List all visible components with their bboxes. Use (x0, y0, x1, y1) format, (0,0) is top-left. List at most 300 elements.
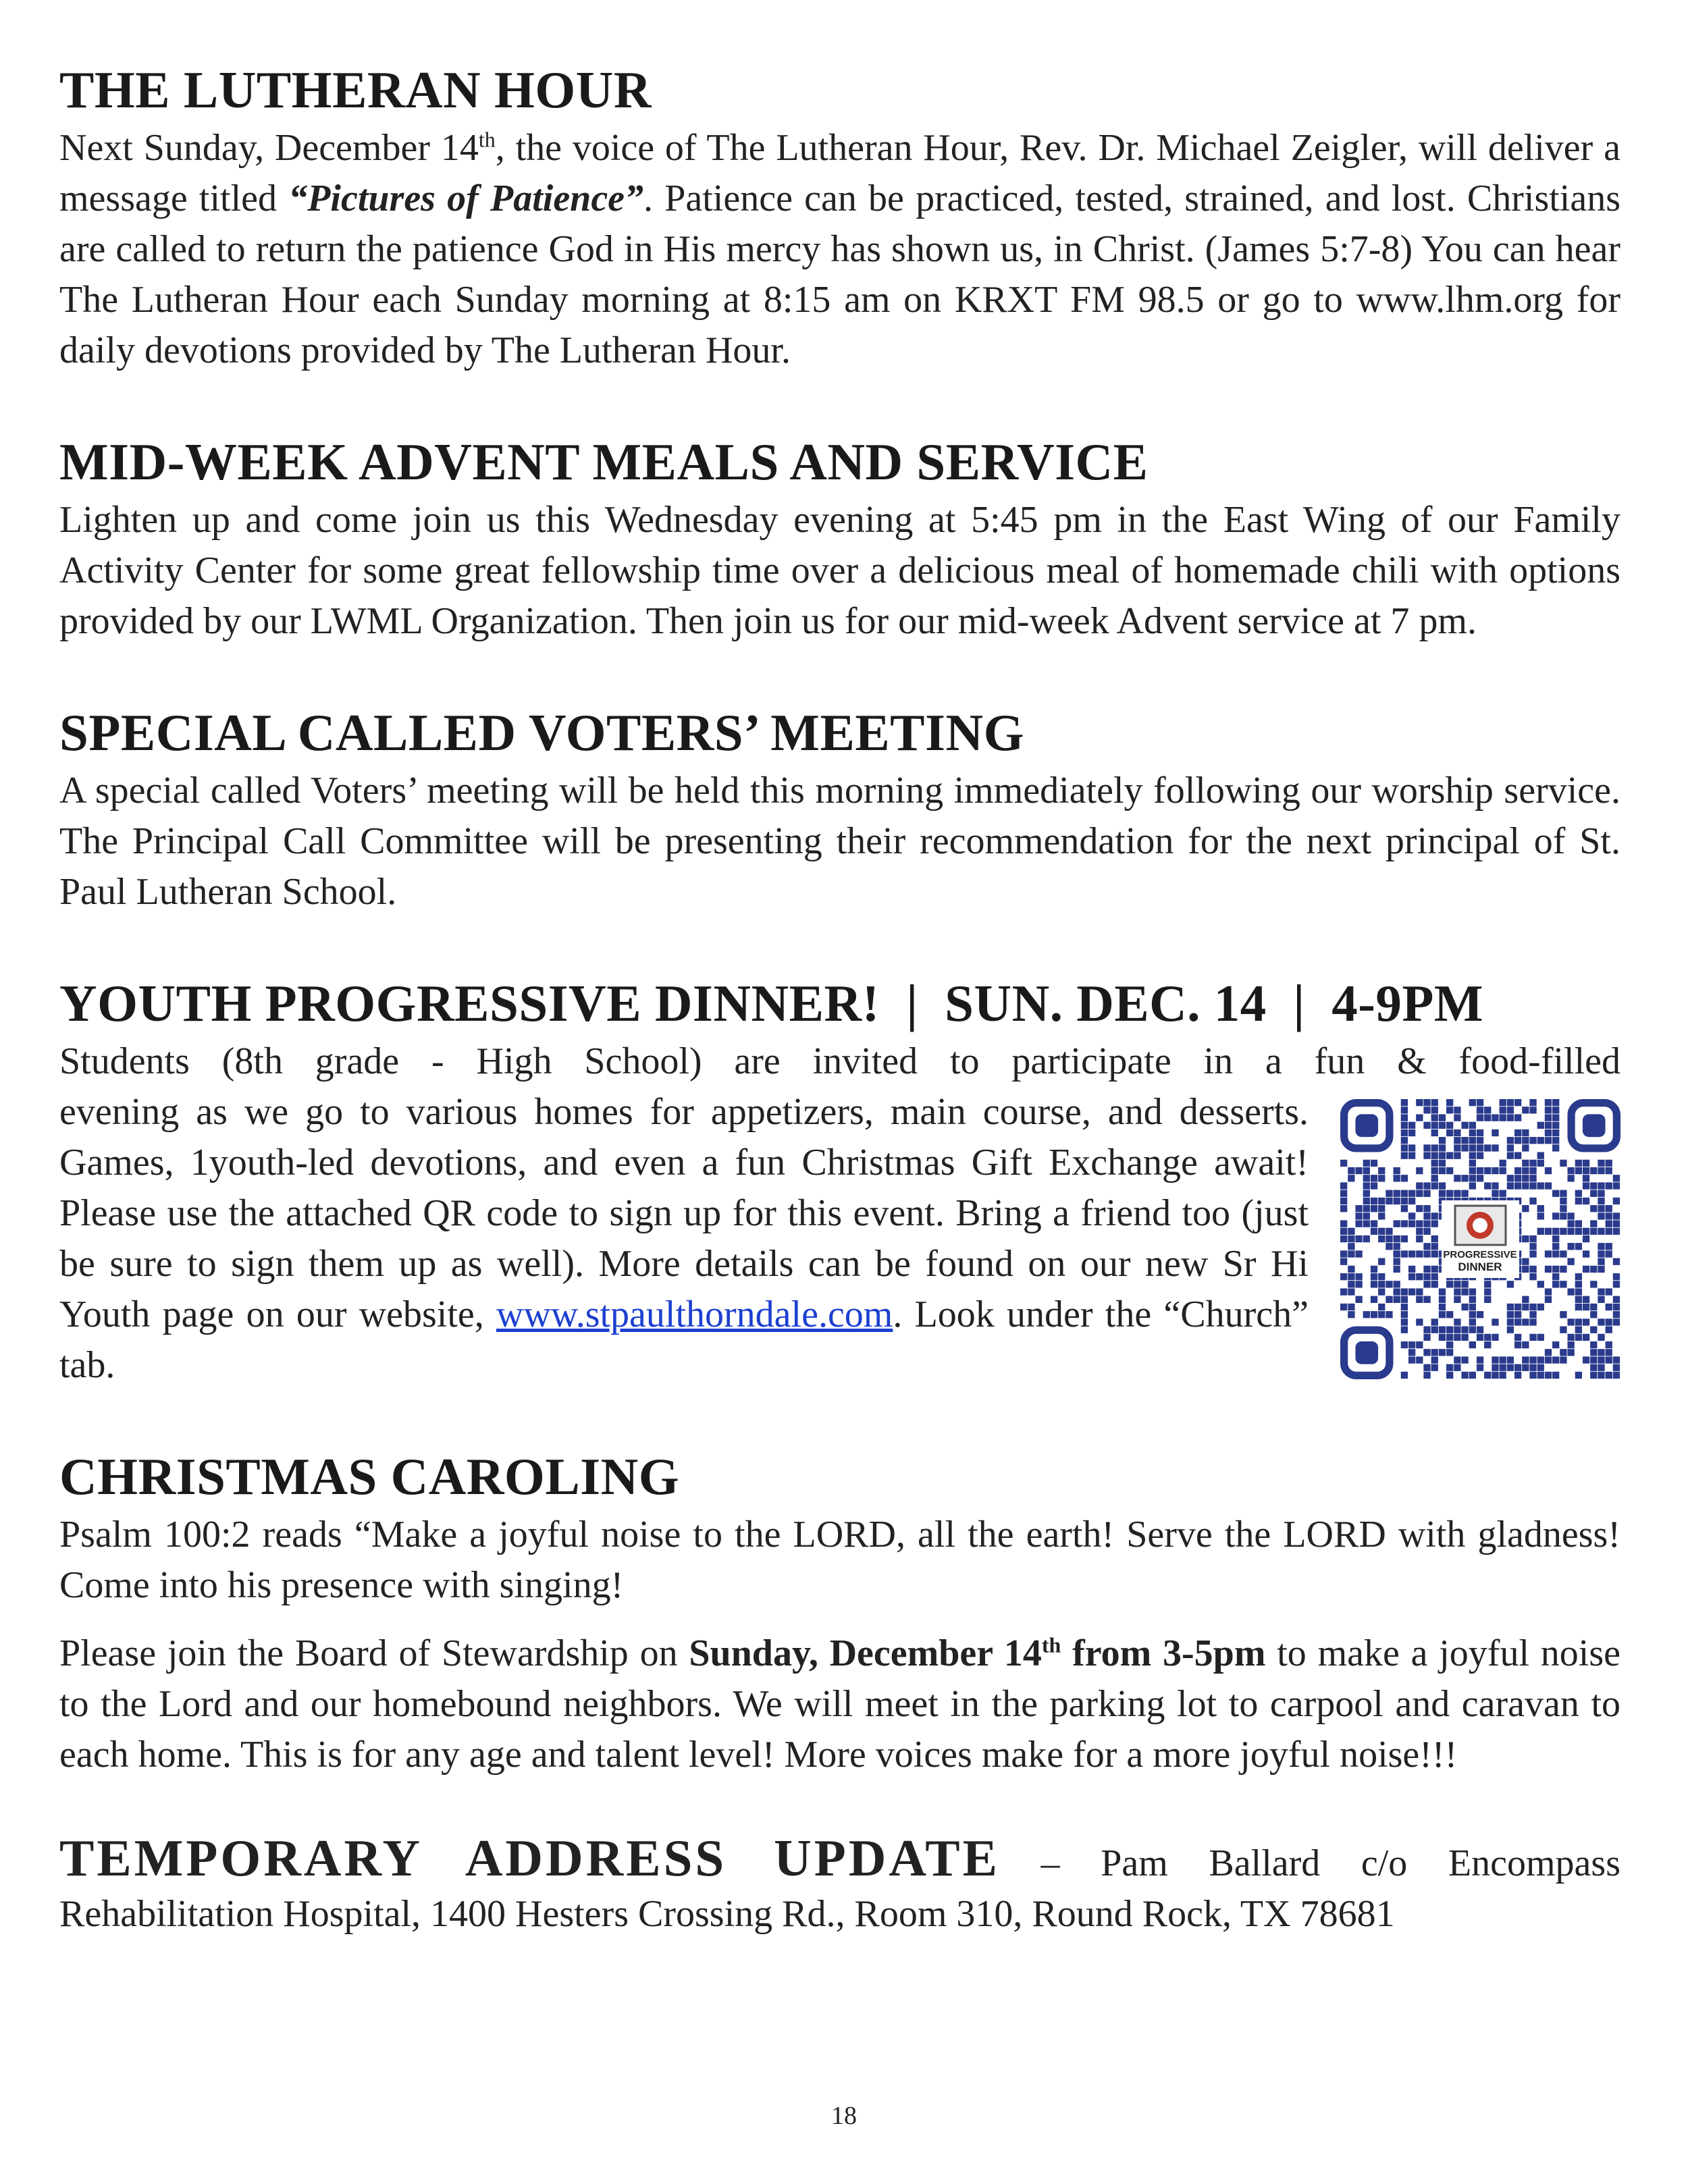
qr-module (1552, 1114, 1559, 1121)
qr-module (1537, 1364, 1544, 1371)
qr-module (1416, 1167, 1423, 1174)
qr-module (1507, 1175, 1514, 1181)
qr-module (1500, 1167, 1506, 1174)
qr-module (1439, 1288, 1446, 1295)
caroling-time: from 3-5pm (1061, 1632, 1266, 1674)
qr-module (1401, 1304, 1408, 1310)
qr-module (1567, 1341, 1574, 1348)
qr-module (1529, 1311, 1536, 1318)
qr-module (1401, 1122, 1408, 1129)
qr-module (1348, 1273, 1354, 1280)
qr-module (1431, 1273, 1438, 1280)
qr-module (1537, 1356, 1544, 1363)
qr-module (1507, 1319, 1514, 1325)
qr-module (1575, 1326, 1582, 1333)
qr-module (1469, 1137, 1476, 1144)
qr-module (1348, 1175, 1354, 1181)
qr-module (1522, 1364, 1529, 1371)
qr-module (1477, 1311, 1483, 1318)
qr-module (1371, 1311, 1377, 1318)
qr-module (1514, 1129, 1521, 1136)
qr-module (1575, 1190, 1582, 1197)
qr-module (1477, 1334, 1483, 1341)
qr-module (1583, 1296, 1589, 1303)
qr-module (1529, 1273, 1536, 1280)
website-link[interactable]: www.stpaulthorndale.com (496, 1294, 893, 1335)
qr-module (1416, 1099, 1423, 1106)
qr-module (1401, 1220, 1408, 1227)
qr-module (1606, 1228, 1612, 1235)
qr-module (1500, 1107, 1506, 1113)
qr-module (1507, 1137, 1514, 1144)
qr-module (1583, 1319, 1589, 1325)
qr-module (1606, 1182, 1612, 1189)
qr-module (1613, 1273, 1620, 1280)
ordinal-suffix: th (478, 127, 496, 152)
qr-module (1461, 1356, 1468, 1363)
qr-module (1378, 1288, 1385, 1295)
qr-module (1363, 1205, 1370, 1212)
qr-module (1416, 1288, 1423, 1295)
qr-module (1386, 1228, 1392, 1235)
qr-module (1408, 1266, 1415, 1273)
advent-meals-body: Lighten up and come join us this Wednesday evening at 5:45 pm in the East Wing of our Family Activity Center for some great fellowship time over a delicious meal of homemade chili with options provided by our LWML Organization. Then join us for our mid-week Advent service at 7 pm. (59, 499, 1620, 642)
qr-module (1590, 1182, 1597, 1189)
qr-module (1423, 1228, 1430, 1235)
qr-module (1423, 1243, 1430, 1250)
qr-module (1446, 1311, 1453, 1318)
qr-module (1522, 1296, 1529, 1303)
qr-module (1439, 1326, 1446, 1333)
qr-module (1590, 1167, 1597, 1174)
qr-module (1537, 1304, 1544, 1310)
qr-module (1598, 1364, 1604, 1371)
qr-module (1477, 1364, 1483, 1371)
qr-module (1552, 1273, 1559, 1280)
qr-module (1454, 1319, 1460, 1325)
qr-module (1348, 1266, 1354, 1273)
qr-module (1529, 1266, 1536, 1273)
qr-module (1552, 1144, 1559, 1151)
qr-module (1461, 1288, 1468, 1295)
qr-module (1522, 1182, 1529, 1189)
qr-module (1590, 1228, 1597, 1235)
qr-module (1613, 1213, 1620, 1219)
qr-module (1423, 1326, 1430, 1333)
qr-module (1606, 1205, 1612, 1212)
qr-module (1469, 1129, 1476, 1136)
qr-module (1484, 1114, 1491, 1121)
qr-module (1469, 1304, 1476, 1310)
qr-module (1469, 1182, 1476, 1189)
qr-module (1567, 1243, 1574, 1250)
qr-module (1545, 1167, 1552, 1174)
qr-module (1371, 1266, 1377, 1273)
qr-module (1423, 1281, 1430, 1287)
qr-module (1613, 1364, 1620, 1371)
qr-module (1431, 1175, 1438, 1181)
qr-module (1371, 1205, 1377, 1212)
address-update-section (59, 1829, 1620, 1940)
qr-module (1340, 1182, 1347, 1189)
qr-module (1575, 1167, 1582, 1174)
qr-module (1401, 1311, 1408, 1318)
qr-module (1394, 1235, 1400, 1242)
qr-module (1461, 1326, 1468, 1333)
qr-module (1606, 1356, 1612, 1363)
qr-module (1583, 1266, 1589, 1273)
qr-module (1355, 1273, 1362, 1280)
qr-module (1567, 1228, 1574, 1235)
qr-module (1613, 1356, 1620, 1363)
qr-module (1431, 1213, 1438, 1219)
qr-module (1492, 1319, 1498, 1325)
qr-module (1598, 1356, 1604, 1363)
qr-module (1552, 1281, 1559, 1287)
qr-module (1606, 1167, 1612, 1174)
qr-module (1613, 1198, 1620, 1204)
qr-module (1606, 1304, 1612, 1310)
qr-module (1492, 1182, 1498, 1189)
qr-module (1590, 1304, 1597, 1310)
qr-module (1492, 1167, 1498, 1174)
qr-module (1529, 1137, 1536, 1144)
qr-module (1371, 1220, 1377, 1227)
qr-module (1477, 1356, 1483, 1363)
qr-module (1401, 1099, 1408, 1106)
caroling-section (59, 1443, 1620, 1780)
qr-module (1552, 1250, 1559, 1257)
qr-module (1492, 1364, 1498, 1371)
qr-module (1522, 1341, 1529, 1348)
qr-module (1431, 1266, 1438, 1273)
qr-module (1446, 1099, 1453, 1106)
qr-module (1416, 1273, 1423, 1280)
qr-module (1552, 1122, 1559, 1129)
qr-module (1552, 1266, 1559, 1273)
qr-module (1439, 1122, 1446, 1129)
qr-module (1507, 1311, 1514, 1318)
qr-module (1408, 1122, 1415, 1129)
qr-module (1423, 1182, 1430, 1189)
qr-module (1394, 1175, 1400, 1181)
qr-module (1575, 1220, 1582, 1227)
qr-module (1378, 1235, 1385, 1242)
qr-module (1408, 1341, 1415, 1348)
qr-module (1514, 1364, 1521, 1371)
qr-module (1454, 1326, 1460, 1333)
lutheran-hour-section (59, 57, 1620, 376)
qr-module (1394, 1250, 1400, 1257)
qr-module (1401, 1296, 1408, 1303)
qr-module (1454, 1107, 1460, 1113)
qr-module (1454, 1356, 1460, 1363)
qr-module (1529, 1107, 1536, 1113)
qr-module (1469, 1167, 1476, 1174)
qr-module (1469, 1341, 1476, 1348)
qr-module (1401, 1152, 1408, 1159)
qr-module (1340, 1250, 1347, 1257)
qr-module (1469, 1311, 1476, 1318)
qr-module (1416, 1205, 1423, 1212)
qr-module (1507, 1152, 1514, 1159)
qr-module (1507, 1356, 1514, 1363)
qr-module (1423, 1190, 1430, 1197)
qr-module (1598, 1349, 1604, 1356)
qr-module (1590, 1190, 1597, 1197)
qr-module (1363, 1160, 1370, 1167)
qr-module (1484, 1334, 1491, 1341)
qr-module (1507, 1099, 1514, 1106)
qr-module (1423, 1273, 1430, 1280)
qr-module (1378, 1175, 1385, 1181)
qr-module (1590, 1266, 1597, 1273)
qr-module (1355, 1220, 1362, 1227)
qr-module (1469, 1152, 1476, 1159)
qr-module (1560, 1205, 1566, 1212)
qr-module (1484, 1288, 1491, 1295)
qr-module (1552, 1235, 1559, 1242)
qr-module (1575, 1304, 1582, 1310)
voters-meeting-heading: SPECIAL CALLED VOTERS’ MEETING (59, 703, 1025, 762)
qr-module (1613, 1296, 1620, 1303)
qr-module (1416, 1235, 1423, 1242)
qr-module (1423, 1144, 1430, 1151)
qr-module (1522, 1175, 1529, 1181)
qr-module (1431, 1122, 1438, 1129)
qr-module (1598, 1258, 1604, 1265)
qr-module (1552, 1228, 1559, 1235)
qr-module (1431, 1220, 1438, 1227)
qr-module (1340, 1228, 1347, 1235)
qr-label-line2: DINNER (1458, 1260, 1502, 1273)
qr-module (1560, 1266, 1566, 1273)
qr-module (1386, 1198, 1392, 1204)
qr-module (1355, 1213, 1362, 1219)
qr-module (1355, 1250, 1362, 1257)
qr-module (1529, 1372, 1536, 1379)
qr-module (1416, 1296, 1423, 1303)
qr-module (1583, 1167, 1589, 1174)
qr-module (1431, 1099, 1438, 1106)
qr-module (1567, 1167, 1574, 1174)
qr-module (1446, 1326, 1453, 1333)
qr-module (1416, 1220, 1423, 1227)
qr-module (1567, 1349, 1574, 1356)
qr-module (1529, 1304, 1536, 1310)
qr-module (1355, 1235, 1362, 1242)
qr-module (1408, 1144, 1415, 1151)
qr-label-line1: PROGRESSIVE (1443, 1249, 1517, 1260)
qr-module (1446, 1107, 1453, 1113)
qr-module (1545, 1114, 1552, 1121)
qr-module (1348, 1235, 1354, 1242)
qr-module (1613, 1228, 1620, 1235)
qr-module (1598, 1319, 1604, 1325)
qr-module (1492, 1356, 1498, 1363)
qr-module (1537, 1160, 1544, 1167)
qr-module (1401, 1190, 1408, 1197)
youth-dinner-text (59, 1087, 1309, 1391)
qr-module (1606, 1220, 1612, 1227)
qr-module (1371, 1160, 1377, 1167)
qr-module (1575, 1319, 1582, 1325)
qr-module (1567, 1213, 1574, 1219)
qr-module (1529, 1250, 1536, 1257)
qr-module (1423, 1152, 1430, 1159)
qr-module (1522, 1319, 1529, 1325)
qr-module (1423, 1107, 1430, 1113)
qr-module (1514, 1372, 1521, 1379)
qr-module (1461, 1175, 1468, 1181)
qr-module (1552, 1356, 1559, 1363)
qr-module (1401, 1114, 1408, 1121)
qr-module (1401, 1235, 1408, 1242)
qr-module (1606, 1243, 1612, 1250)
qr-module (1401, 1175, 1408, 1181)
qr-module (1431, 1114, 1438, 1121)
qr-module (1529, 1182, 1536, 1189)
qr-module (1454, 1364, 1460, 1371)
qr-module (1340, 1273, 1347, 1280)
youth-dinner-row (59, 1087, 1620, 1391)
qr-module (1606, 1372, 1612, 1379)
address-heading: TEMPORARY ADDRESS UPDATE (59, 1829, 1000, 1887)
qr-module (1477, 1114, 1483, 1121)
qr-module (1583, 1182, 1589, 1189)
qr-module (1583, 1334, 1589, 1341)
qr-module (1371, 1281, 1377, 1287)
qr-module (1613, 1372, 1620, 1379)
qr-module (1371, 1273, 1377, 1280)
qr-module (1537, 1205, 1544, 1212)
qr-module (1423, 1349, 1430, 1356)
qr-module (1340, 1235, 1347, 1242)
qr-module (1423, 1364, 1430, 1371)
youth-dinner-tab-note: . Look under the “Church” tab. (59, 1294, 1309, 1386)
advent-meals-heading: MID-WEEK ADVENT MEALS AND SERVICE (59, 433, 1149, 491)
qr-module (1590, 1205, 1597, 1212)
qr-module (1461, 1137, 1468, 1144)
qr-module (1560, 1160, 1566, 1167)
qr-module (1590, 1326, 1597, 1333)
qr-module (1598, 1228, 1604, 1235)
qr-module (1401, 1107, 1408, 1113)
qr-module (1583, 1304, 1589, 1310)
qr-module (1567, 1175, 1574, 1181)
qr-module (1484, 1372, 1491, 1379)
qr-module (1431, 1129, 1438, 1136)
qr-module (1431, 1107, 1438, 1113)
qr-module (1613, 1258, 1620, 1265)
qr-module (1545, 1349, 1552, 1356)
qr-module (1348, 1281, 1354, 1287)
qr-module (1469, 1175, 1476, 1181)
qr-module (1431, 1349, 1438, 1356)
qr-module (1507, 1144, 1514, 1151)
qr-module (1598, 1334, 1604, 1341)
qr-module (1378, 1311, 1385, 1318)
qr-module (1408, 1220, 1415, 1227)
qr-module (1560, 1198, 1566, 1204)
qr-module (1522, 1107, 1529, 1113)
qr-module (1606, 1326, 1612, 1333)
qr-module (1431, 1152, 1438, 1159)
qr-module (1401, 1372, 1408, 1379)
qr-module (1363, 1167, 1370, 1174)
qr-module (1575, 1288, 1582, 1295)
qr-module (1484, 1341, 1491, 1348)
qr-module (1446, 1190, 1453, 1197)
qr-module (1545, 1296, 1552, 1303)
qr-module (1477, 1137, 1483, 1144)
qr-module (1477, 1152, 1483, 1159)
qr-module (1598, 1372, 1604, 1379)
qr-module (1590, 1364, 1597, 1371)
qr-module (1378, 1228, 1385, 1235)
address-second-line: Rehabilitation Hospital, 1400 Hesters Crossing Rd., Room 310, Round Rock, TX 78681 (59, 1893, 1395, 1935)
caroling-date: Sunday, December 14 (689, 1632, 1042, 1674)
qr-module (1439, 1349, 1446, 1356)
qr-module (1431, 1281, 1438, 1287)
youth-dinner-section (59, 970, 1620, 1391)
qr-code-icon (1340, 1099, 1620, 1379)
qr-module (1454, 1190, 1460, 1197)
qr-module (1514, 1114, 1521, 1121)
qr-module (1477, 1326, 1483, 1333)
qr-module (1386, 1281, 1392, 1287)
qr-module (1567, 1319, 1574, 1325)
qr-module (1408, 1152, 1415, 1159)
qr-module (1598, 1205, 1604, 1212)
qr-module (1606, 1349, 1612, 1356)
qr-module (1484, 1182, 1491, 1189)
qr-module (1378, 1167, 1385, 1174)
qr-module (1583, 1356, 1589, 1363)
message-title: “Pictures of Patience” (288, 178, 644, 219)
qr-module (1529, 1167, 1536, 1174)
signup-qr-code[interactable] (1340, 1099, 1620, 1379)
qr-module (1575, 1296, 1582, 1303)
qr-module (1386, 1235, 1392, 1242)
voters-meeting-body: A special called Voters’ meeting will be held this morning immediately following our worship service. The Principal Call Committee will be presenting their recommendation for the next principal of St. Paul Lutheran School. (59, 770, 1620, 913)
qr-module (1507, 1107, 1514, 1113)
qr-module (1401, 1341, 1408, 1348)
lutheran-hour-text-a: Next Sunday, December 14 (59, 127, 479, 169)
qr-module (1560, 1349, 1566, 1356)
qr-module (1537, 1122, 1544, 1129)
qr-module (1394, 1266, 1400, 1273)
qr-module (1477, 1167, 1483, 1174)
qr-module (1545, 1356, 1552, 1363)
qr-module (1340, 1198, 1347, 1204)
qr-module (1537, 1137, 1544, 1144)
qr-module (1408, 1356, 1415, 1363)
qr-module (1598, 1167, 1604, 1174)
qr-module (1378, 1213, 1385, 1219)
qr-module (1454, 1175, 1460, 1181)
qr-module (1431, 1326, 1438, 1333)
qr-module (1401, 1288, 1408, 1295)
qr-module (1590, 1281, 1597, 1287)
qr-module (1348, 1311, 1354, 1318)
qr-module (1340, 1190, 1347, 1197)
qr-module (1439, 1152, 1446, 1159)
qr-module (1500, 1364, 1506, 1371)
qr-module (1575, 1228, 1582, 1235)
qr-module (1431, 1160, 1438, 1167)
youth-dinner-heading: YOUTH PROGRESSIVE DINNER! | SUN. DEC. 14 | 4-9PM (59, 974, 1484, 1032)
